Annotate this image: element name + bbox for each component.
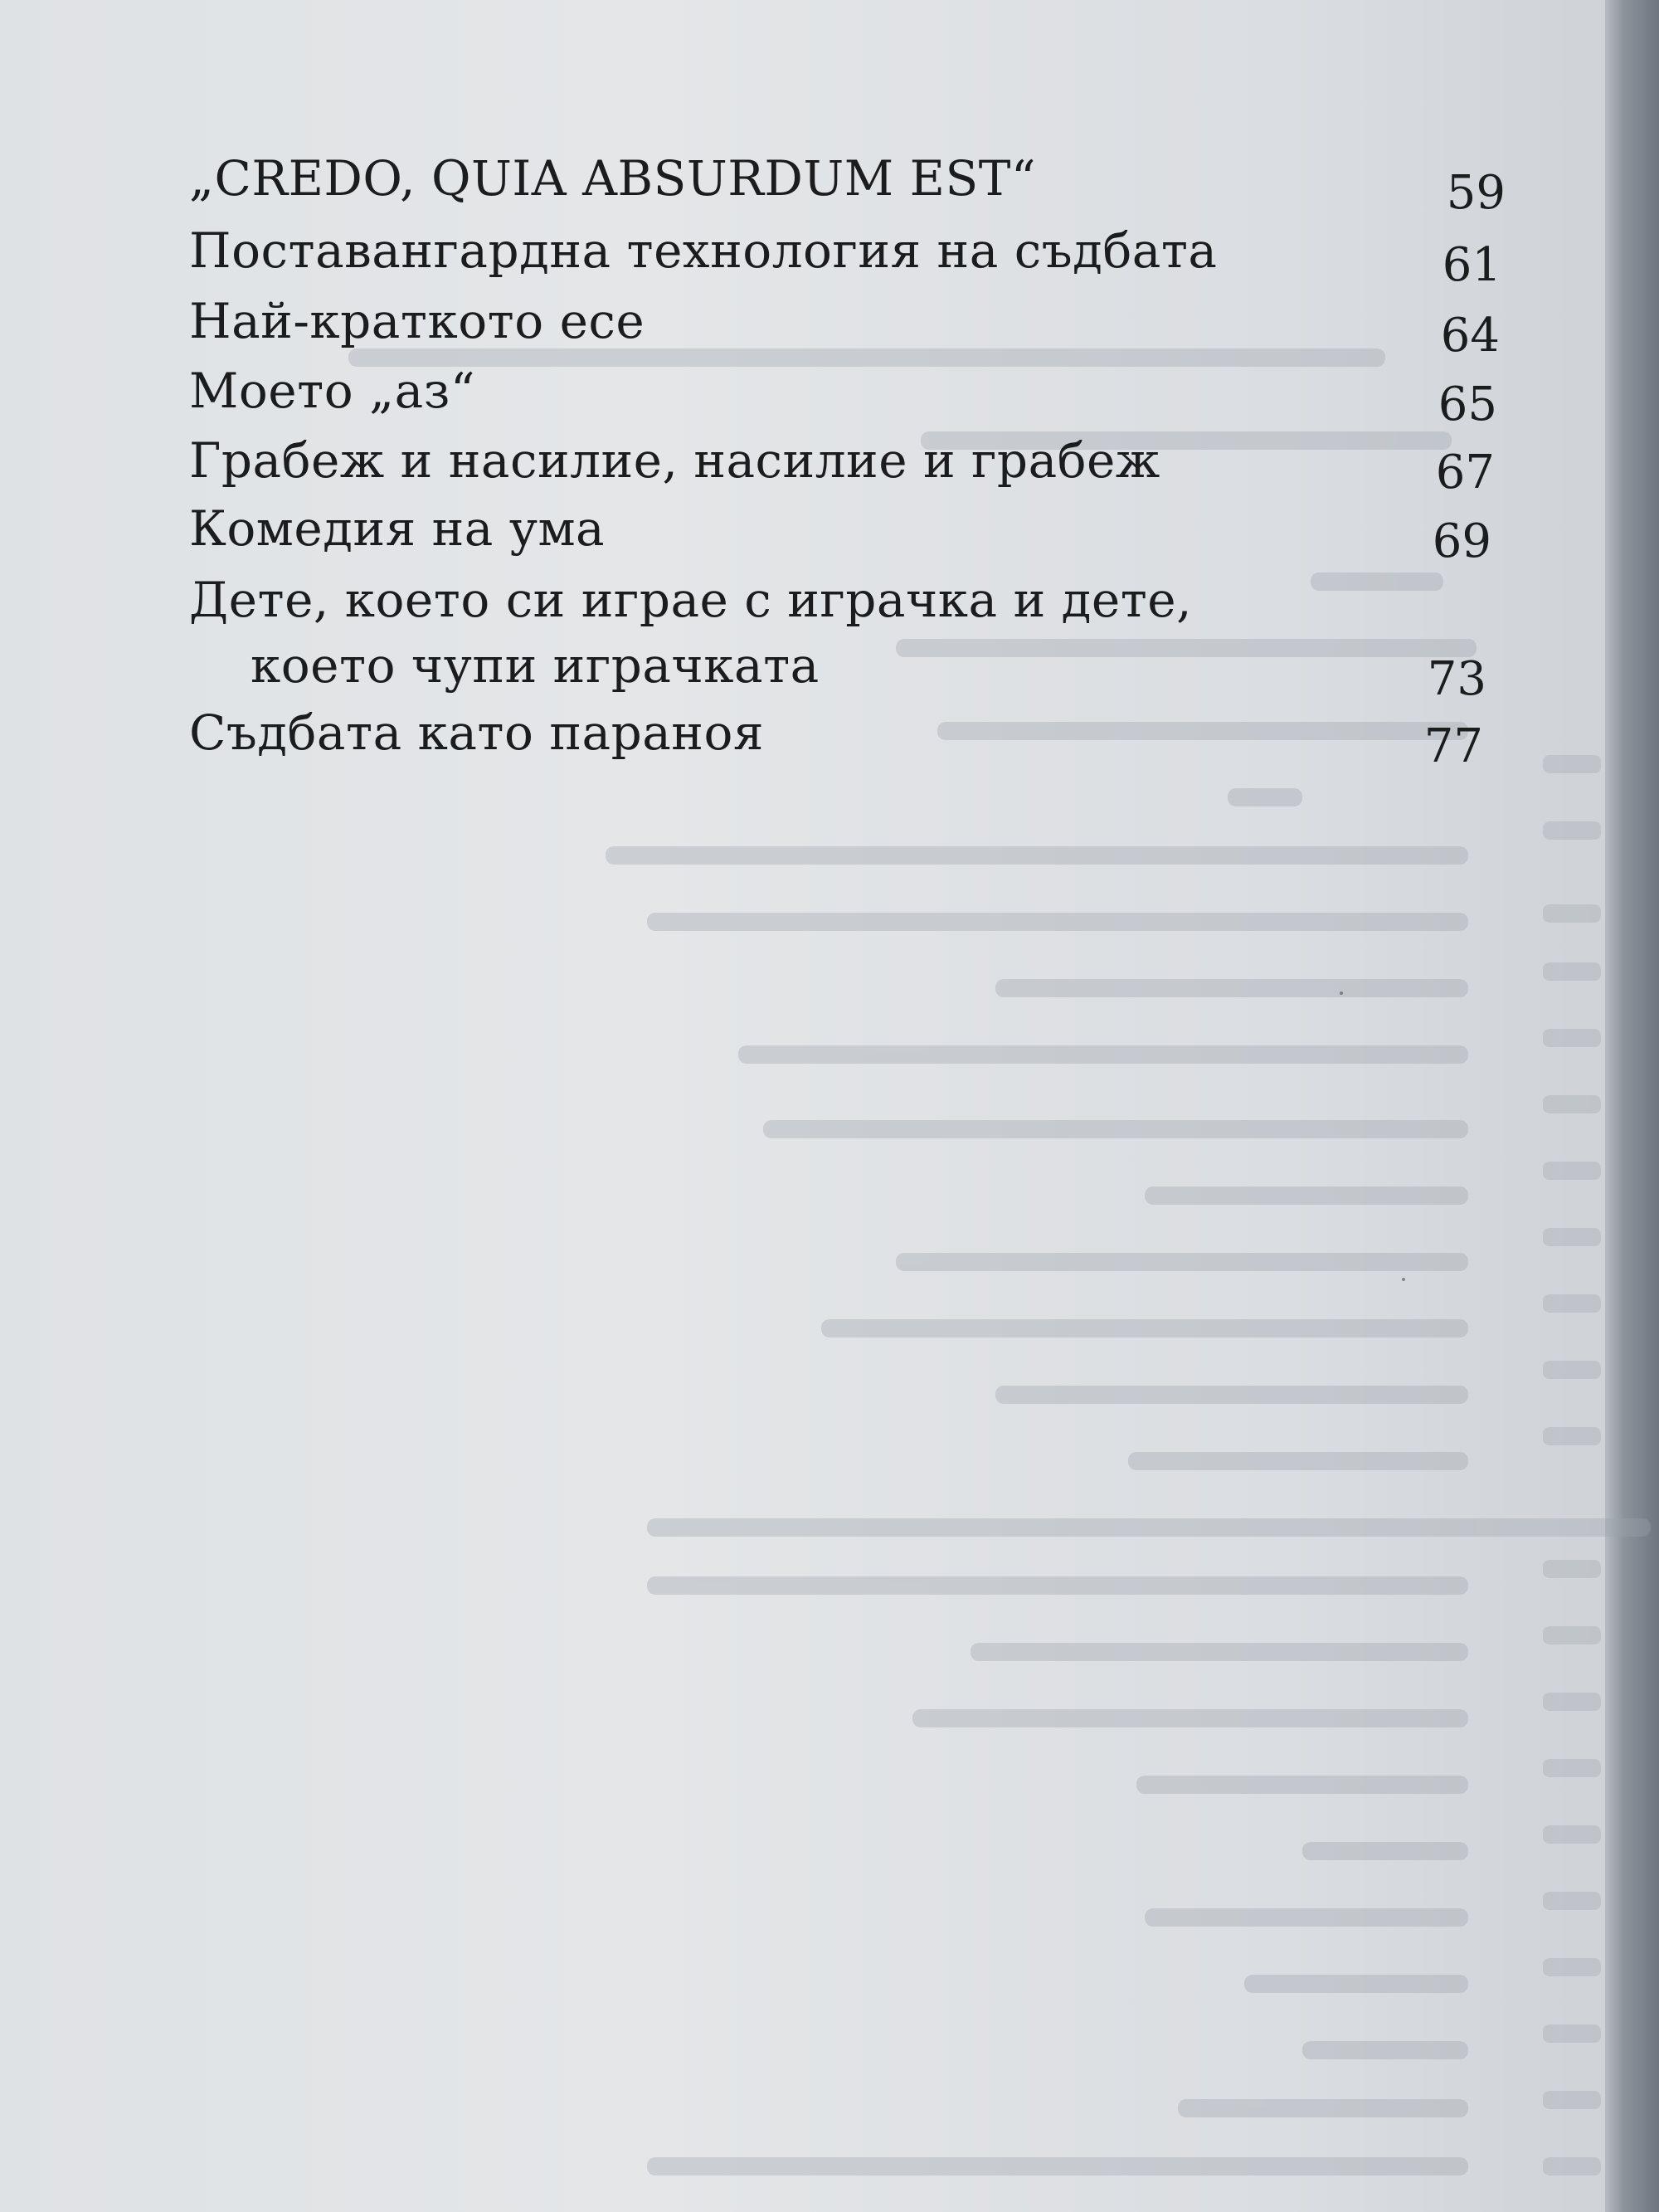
toc-entry-page: 77: [1423, 719, 1483, 773]
toc-entry-page: 67: [1435, 446, 1495, 499]
toc-entry-title: Поставангардна технология на съдбата: [189, 222, 1218, 279]
toc-entry-page: 73: [1427, 652, 1486, 706]
toc-entry-title: Съдбата като параноя: [189, 704, 764, 761]
toc-entry-title: Най-краткото есе: [189, 293, 645, 349]
toc-entry-title: Моето „аз“: [189, 363, 475, 419]
toc-entry-page: 64: [1440, 309, 1500, 363]
toc-entry-title: Комедия на ума: [189, 500, 606, 557]
toc-entry-title: което чупи играчката: [251, 637, 820, 694]
toc-entry-title: Дете, което си играе с играчка и дете,: [189, 572, 1193, 628]
toc-entry-page: 69: [1432, 514, 1491, 568]
toc-entry-page: 59: [1446, 166, 1506, 220]
toc-entry-page: 61: [1442, 238, 1501, 292]
toc-entry-page: 65: [1438, 378, 1497, 431]
toc-entry-title: Грабеж и насилие, насилие и грабеж: [189, 432, 1160, 489]
toc-entry-title: „CREDO, QUIA ABSURDUM EST“: [189, 150, 1037, 207]
